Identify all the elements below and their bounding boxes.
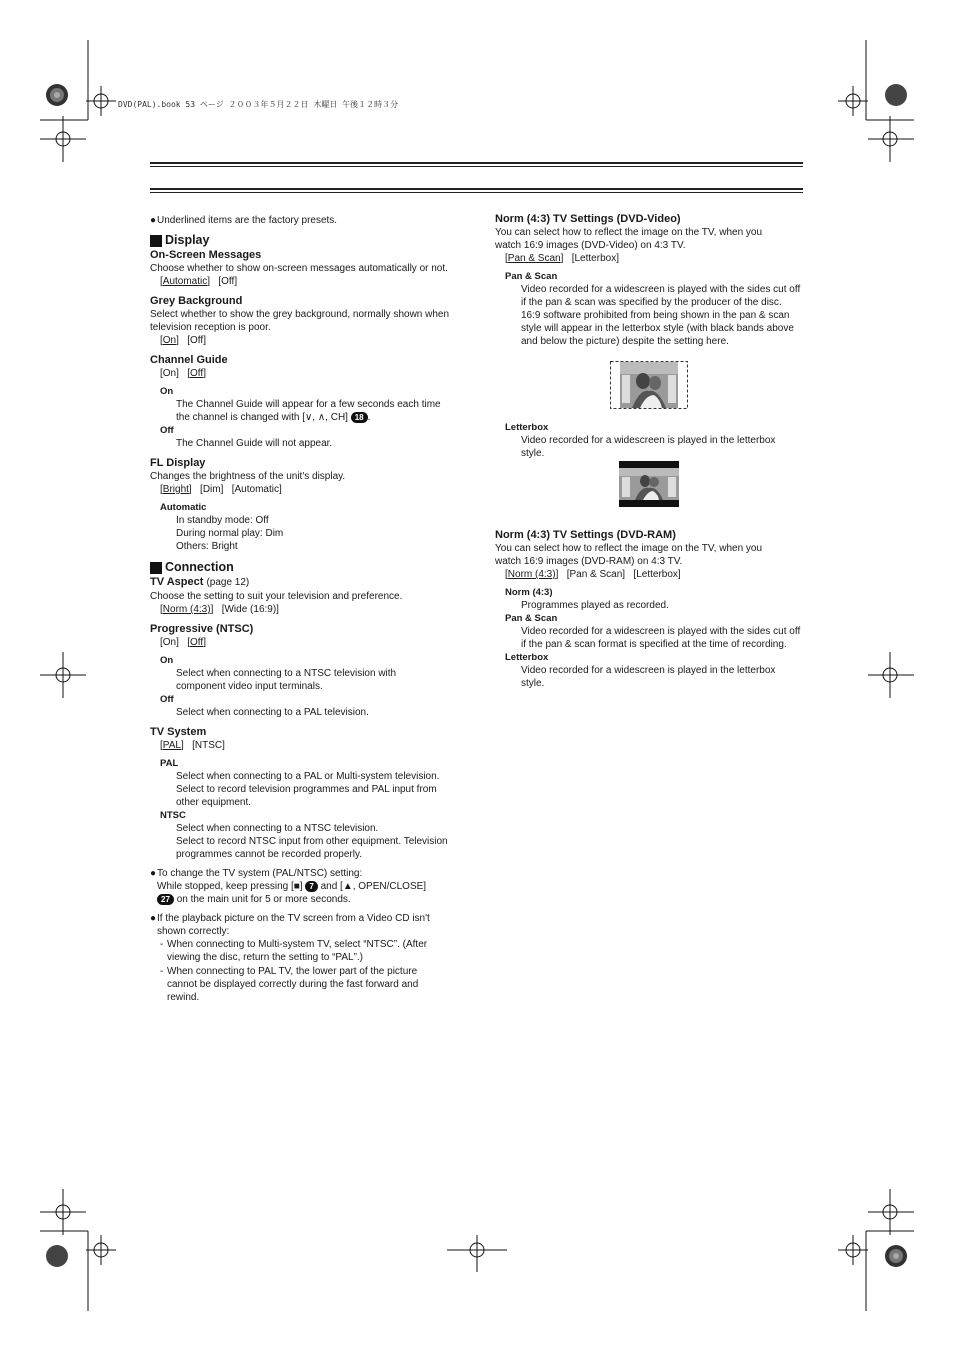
page-badge: 18 <box>351 412 368 423</box>
channel-off-text: The Channel Guide will not appear. <box>176 438 333 449</box>
page-badge: 7 <box>305 881 317 892</box>
mid-rule-thick <box>150 188 803 190</box>
pan-scan-illustration <box>610 361 688 409</box>
progressive-heading: Progressive (NTSC) <box>150 623 254 635</box>
dvd-ram-norm-label: Norm (4:3) <box>505 587 553 598</box>
dvd-ram-desc: You can select how to reflect the image on the TV, when you watch 16:9 images (DVD-RAM) on 4:3 TV. <box>495 543 763 567</box>
dvd-video-letterbox-label: Letterbox <box>505 422 549 433</box>
tv-system-heading: TV System <box>150 726 207 738</box>
progressive-off-label: Off <box>160 694 174 705</box>
osm-desc: Choose whether to show on-screen messages automatically or not. <box>150 263 448 274</box>
grey-bg-heading: Grey Background <box>150 295 243 307</box>
tv-aspect-desc: Choose the setting to suit your television and preference. <box>150 591 403 602</box>
dvd-video-desc: You can select how to reflect the image on the TV, when you watch 16:9 images (DVD-Video) on 4:3 TV. <box>495 227 763 251</box>
osm-heading: On-Screen Messages <box>150 249 262 261</box>
channel-on-text: The Channel Guide will appear for a few seconds each time the channel is changed with [∨, ∧, CH] 18 . <box>176 399 441 423</box>
tv-system-pal-text-1: Select when connecting to a PAL or Multi-system television. <box>176 771 440 782</box>
tv-aspect-options: [Norm (4:3)] [Wide (16:9)] <box>160 604 279 615</box>
dvd-ram-heading: Norm (4:3) TV Settings (DVD-RAM) <box>495 529 676 541</box>
channel-guide-heading: Channel Guide <box>150 354 228 366</box>
dvd-video-options: [Pan & Scan] [Letterbox] <box>505 253 619 264</box>
page-badge: 27 <box>157 894 174 905</box>
progressive-on-text: Select when connecting to a NTSC television with component video input terminals. <box>176 668 397 692</box>
dvd-ram-norm-text: Programmes played as recorded. <box>521 600 669 611</box>
fl-auto-text: In standby mode: Off During normal play: Dim Others: Bright <box>176 515 284 552</box>
fl-display-heading: FL Display <box>150 457 206 469</box>
grey-bg-desc: Select whether to show the grey background, normally shown when television reception is poor. <box>150 309 450 333</box>
tv-system-ntsc-text-1: Select when connecting to a NTSC television. <box>176 823 379 834</box>
tv-system-ntsc-text-2: Select to record NTSC input from other equipment. Television programmes cannot be recorded properly. <box>176 836 448 860</box>
video-cd-note: ● If the playback picture on the TV screen from a Video CD isn't shown correctly: <box>150 913 430 937</box>
tv-system-pal-text-2: Select to record television programmes and PAL input from other equipment. <box>176 784 437 808</box>
dvd-video-letterbox-text: Video recorded for a widescreen is played in the letterbox style. <box>521 435 776 459</box>
dvd-video-panscan-label: Pan & Scan <box>505 271 558 282</box>
dvd-ram-options: [Norm (4:3)] [Pan & Scan] [Letterbox] <box>505 569 681 580</box>
tv-system-change-note: ● To change the TV system (PAL/NTSC) setting: While stopped, keep pressing [■] 7 and [▲, OPEN/CLOSE] 27 on the main unit for 5 or more seconds. <box>150 868 427 905</box>
progressive-off-text: Select when connecting to a PAL television. <box>176 707 369 718</box>
top-rule-thin <box>150 166 803 167</box>
tv-system-ntsc-label: NTSC <box>160 810 186 821</box>
channel-guide-options: [On] [Off] <box>160 368 206 379</box>
mid-rule-thin <box>150 192 803 193</box>
osm-options: [Automatic] [Off] <box>160 276 238 287</box>
fl-display-options: [Bright] [Dim] [Automatic] <box>160 484 282 495</box>
dvd-video-heading: Norm (4:3) TV Settings (DVD-Video) <box>495 213 681 225</box>
grey-bg-options: [On] [Off] <box>160 335 206 346</box>
dvd-ram-letterbox-label: Letterbox <box>505 652 549 663</box>
dvd-video-panscan-text: Video recorded for a widescreen is played with the sides cut off if the pan & scan was specified by the producer of the disc. 16:9 software prohibited from being shown in the pan & scan style will appear in the letterbox style (with black bands above and below the picture) despite the setting here. <box>521 284 801 347</box>
fl-auto-label: Automatic <box>160 502 207 513</box>
progressive-options: [On] [Off] <box>160 637 206 648</box>
video-cd-dash-1: - When connecting to Multi-system TV, select “NTSC”. (After viewing the disc, return the setting to “PAL”.) <box>160 939 428 963</box>
tv-aspect-heading: TV Aspect (page 12) <box>150 576 250 588</box>
connection-section-heading: Connection <box>150 560 460 575</box>
progressive-on-label: On <box>160 655 174 666</box>
book-info-header: DVD(PAL).book 53 ページ ２００３年５月２２日 木曜日 午後１２時３分 <box>118 100 399 109</box>
dvd-ram-panscan-text: Video recorded for a widescreen is played with the sides cut off if the pan & scan format is specified at the time of recording. <box>521 626 801 650</box>
dvd-ram-letterbox-text: Video recorded for a widescreen is played in the letterbox style. <box>521 665 776 689</box>
display-section-heading: Display <box>150 233 460 248</box>
fl-display-desc: Changes the brightness of the unit's display. <box>150 471 346 482</box>
letterbox-image <box>619 461 679 507</box>
letterbox-illustration <box>619 461 679 507</box>
channel-off-label: Off <box>160 425 174 436</box>
top-rule-thick <box>150 162 803 164</box>
tv-system-options: [PAL] [NTSC] <box>160 740 225 751</box>
tv-system-pal-label: PAL <box>160 758 179 769</box>
dvd-ram-panscan-label: Pan & Scan <box>505 613 558 624</box>
pan-scan-image <box>610 361 688 409</box>
factory-preset-note: ● Underlined items are the factory presets. <box>150 215 338 226</box>
right-column <box>495 212 805 690</box>
channel-on-label: On <box>160 386 174 397</box>
left-column <box>150 214 460 1004</box>
video-cd-dash-2: - When connecting to PAL TV, the lower part of the picture cannot be displayed correctly during the fast forward and rewind. <box>160 966 419 1003</box>
